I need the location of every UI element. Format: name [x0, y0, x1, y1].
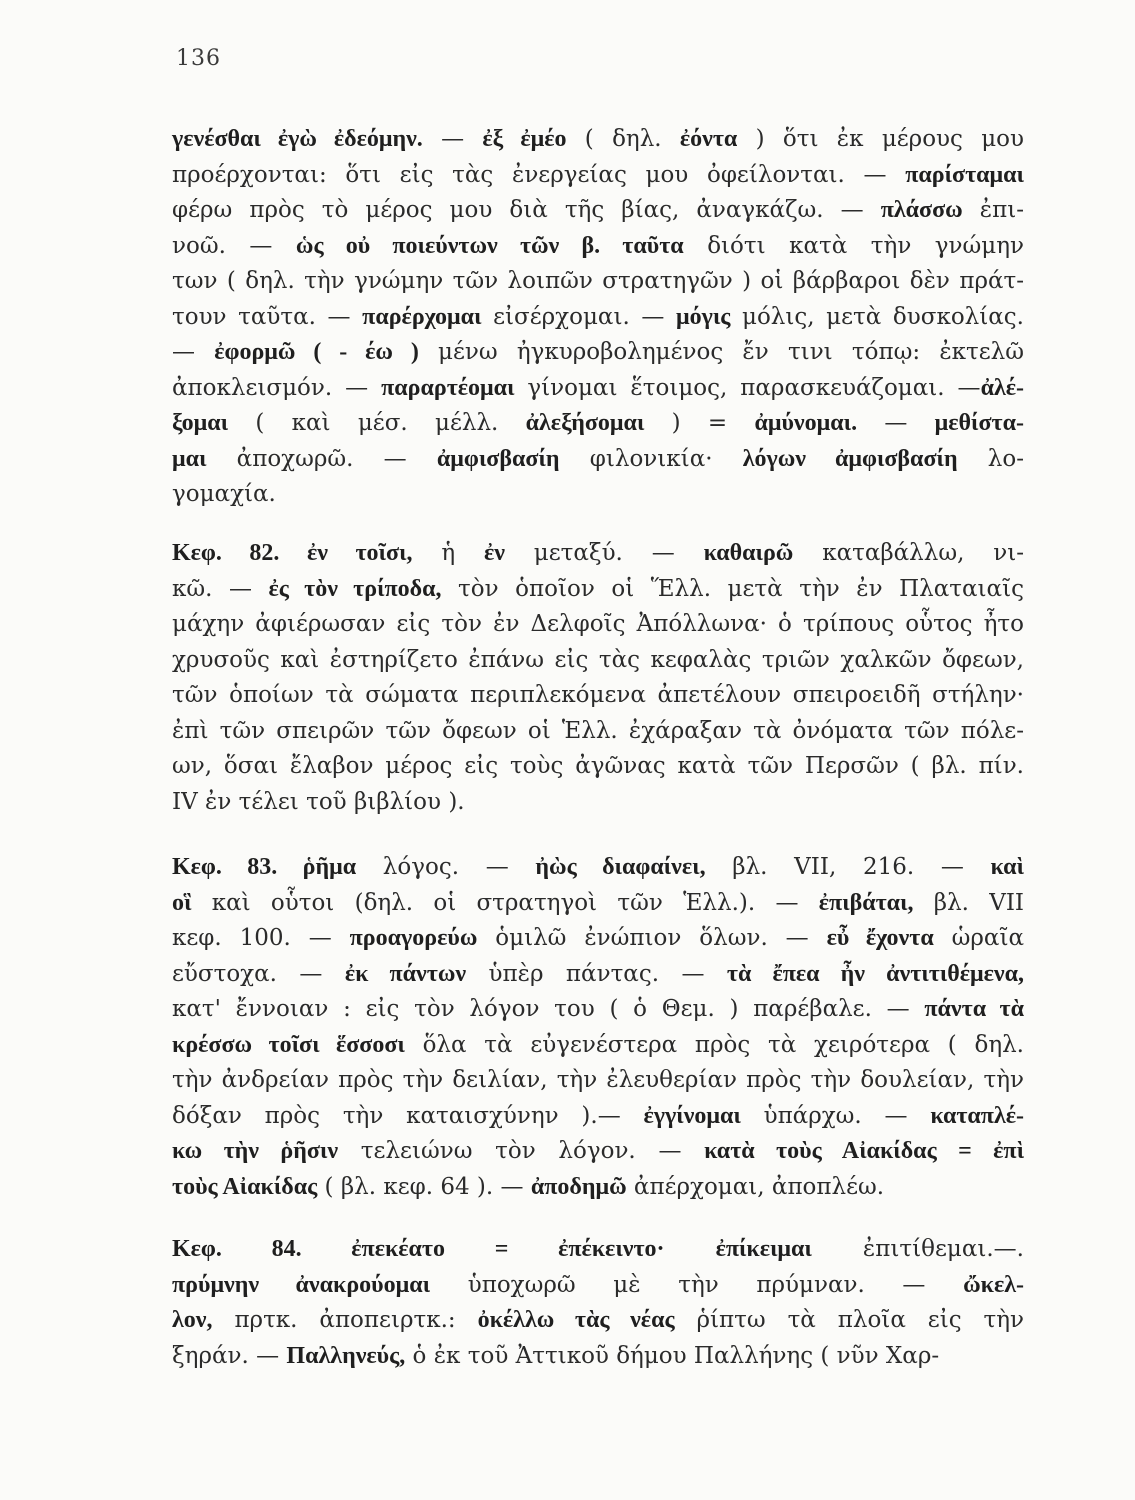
gloss-text: ῥίπτω τὰ πλοῖα εἰς τὴν — [674, 1307, 1025, 1333]
text-line — [172, 1303, 1024, 1339]
gloss-text: φέρω πρὸς τὸ μέρος μου διὰ τῆς βίας, ἀναγκάζω. — — [172, 197, 881, 223]
headword: ἀλέ- — [980, 374, 1024, 401]
gloss-text: ὁμιλῶ ἐνώπιον ὅλων. — — [477, 925, 827, 951]
gloss-text: τὸν ὁποῖον οἱ Ἕλλ. μετὰ τὴν ἐν Πλαταιαῖς — [441, 575, 1024, 602]
gloss-text: πρτκ. ἀποπειρτκ.: — [212, 1307, 478, 1333]
gloss-text: διότι κατὰ τὴν γνώμην — [683, 232, 1024, 259]
headword: ὤκελ- — [963, 1271, 1024, 1298]
gloss-text: ) = — [644, 410, 755, 436]
headword: ἀμύνομαι. — [754, 410, 858, 436]
headword: ἐν — [483, 540, 505, 566]
text-line — [172, 921, 1024, 957]
headword: ὀκέλλω τὰς νέας — [477, 1307, 675, 1333]
headword: μεθίστα- — [934, 410, 1024, 436]
headword: κρέσσω τοῖσι ἕσσοσι — [172, 1031, 405, 1058]
headword: ἐξ ἐμέο — [482, 126, 567, 152]
gloss-text: μεταξύ. — — [504, 540, 704, 566]
gloss-text: — — [857, 410, 935, 436]
paragraph-chapter-84 — [172, 1232, 1024, 1374]
headword: Κεφ. 82. ἐν τοῖσι, — [172, 540, 413, 566]
gloss-text: ὑπὲρ πάντας. — — [466, 960, 727, 987]
text-line — [172, 1099, 1024, 1135]
gloss-text: ὑπάρχω. — — [740, 1102, 931, 1129]
text-line — [172, 442, 1024, 478]
headword: ἐς τὸν τρίποδα, — [268, 575, 442, 602]
text-line — [172, 992, 1024, 1028]
text-line — [172, 850, 1024, 886]
gloss-text: ἀπέρχομαι, ἀποπλέω. — [626, 1173, 885, 1200]
text-line — [172, 957, 1024, 993]
text-line — [172, 785, 1024, 821]
headword: τὰ ἔπεα ἦν ἀντιτιθέμενα, — [726, 960, 1024, 987]
gloss-text: ἐπιτίθεμαι.—. — [811, 1236, 1024, 1262]
paragraph-commentary-81 — [172, 122, 1024, 513]
headword: εὖ ἔχοντα — [826, 925, 934, 951]
text-line — [172, 1268, 1024, 1304]
gloss-text: ) ὅτι ἐκ μέρους μου — [737, 126, 1024, 152]
headword: καταπλέ- — [930, 1102, 1024, 1129]
headword: λόγων ἀμφισβασίη — [742, 445, 958, 472]
headword: παρίσταμαι — [905, 161, 1024, 188]
text-line — [172, 158, 1024, 194]
text-line — [172, 122, 1024, 158]
gloss-text: νοῶ. — — [172, 232, 296, 259]
gloss-text: ( δηλ. — [566, 126, 680, 152]
gloss-text: βλ. VII, 216. — — [705, 854, 991, 880]
gloss-text: ὅλα τὰ εὐγενέστερα πρὸς τὰ χειρότερα ( δηλ. — [404, 1031, 1024, 1058]
text-line — [172, 477, 1024, 513]
gloss-text: κατ' ἔννοιαν : εἰς τὸν λόγον του ( ὁ Θεμ. ) παρέβαλε. — — [172, 996, 925, 1022]
headword: παραρτέομαι — [381, 374, 515, 401]
text-line — [172, 335, 1024, 371]
headword: πάντα τὰ — [924, 996, 1024, 1022]
headword: τοὺς Αἰακίδας — [172, 1173, 318, 1200]
gloss-text: τελειώνω τὸν λόγον. — — [338, 1138, 705, 1164]
gloss-text: κῶ. — — [172, 575, 269, 602]
paragraph-chapter-83 — [172, 850, 1024, 1205]
gloss-text: βλ. VII — [913, 889, 1024, 916]
gloss-text: — — [172, 339, 215, 365]
headword: μόγις — [675, 303, 731, 330]
headword: ἐφορμῶ ( - έω ) — [214, 339, 419, 365]
text-line — [172, 1134, 1024, 1170]
headword: Κεφ. 84. ἐπεκέατο = ἐπέκειντο· — [172, 1236, 665, 1262]
headword: παρέρχομαι — [362, 303, 482, 330]
text-line — [172, 714, 1024, 750]
headword: ἀμφισβασίη — [436, 445, 560, 472]
gloss-text: εἰσέρχομαι. — — [481, 303, 676, 330]
gloss-text: δόξαν πρὸς τὴν καταισχύνην ).— — [172, 1102, 644, 1129]
gloss-text: χρυσοῦς καὶ ἐστηρίζετο ἐπάνω εἰς τὰς κεφαλὰς τριῶν χαλκῶν ὄφεων, — [172, 646, 1024, 673]
text-line — [172, 229, 1024, 265]
gloss-text — [665, 1236, 716, 1262]
headword: ἐπιβάται, — [818, 889, 914, 916]
gloss-text: τουν ταῦτα. — — [172, 303, 363, 330]
text-line — [172, 643, 1024, 679]
gloss-text: κεφ. 100. — — [172, 925, 350, 951]
headword: λον, — [172, 1307, 213, 1333]
gloss-text: γίνομαι ἕτοιμος, παρασκευάζομαι. — — [514, 374, 981, 401]
headword: πλάσσω — [880, 197, 963, 223]
gloss-text: προέρχονται: ὅτι εἰς τὰς ἐνεργείας μου ὀφείλονται. — — [172, 161, 906, 188]
headword: κω τὴν ῥῆσιν — [172, 1138, 339, 1164]
gloss-text: ὁ ἐκ τοῦ Ἀττικοῦ δήμου Παλλήνης ( νῦν Χαρ- — [405, 1342, 940, 1369]
gloss-text: ἡ — [412, 540, 484, 566]
headword: ἐπίκειμαι — [715, 1236, 812, 1262]
gloss-text: καὶ οὗτοι (δηλ. οἱ στρατηγοὶ τῶν Ἑλλ.). — — [191, 889, 819, 916]
headword: ἀποδημῶ — [530, 1173, 627, 1200]
text-line — [172, 678, 1024, 714]
headword: Παλληνεύς, — [286, 1342, 406, 1369]
text-line — [172, 406, 1024, 442]
headword: ὡς οὐ ποιεύντων τῶν β. ταῦτα — [295, 232, 684, 259]
headword: προαγορεύω — [349, 925, 478, 951]
headword: γενέσθαι ἐγὼ ἐδεόμην. — [172, 126, 423, 152]
gloss-text: ( βλ. κεφ. 64 ). — — [317, 1173, 531, 1200]
headword: ἐόντα — [679, 126, 738, 152]
text-line — [172, 300, 1024, 336]
gloss-text: τὴν ἀνδρείαν πρὸς τὴν δειλίαν, τὴν ἐλευθερίαν πρὸς τὴν δουλείαν, τὴν — [172, 1067, 1024, 1093]
headword: ἐγγίνομαι — [643, 1102, 741, 1129]
headword: μαι — [172, 445, 207, 472]
gloss-text: γομαχία. — [172, 481, 276, 507]
gloss-text: τῶν ὁποίων τὰ σώματα περιπλεκόμενα ἀπετέλουν σπειροειδῆ στήλην· — [172, 682, 1024, 708]
text-line — [172, 1170, 1024, 1206]
headword: ἐκ πάντων — [344, 960, 467, 987]
paragraph-chapter-82 — [172, 536, 1024, 820]
gloss-text: εὔστοχα. — — [172, 960, 345, 987]
gloss-text: φιλονικία· — [559, 445, 743, 472]
headword: ξομαι — [172, 410, 229, 436]
gloss-text: καταβάλλω, νι- — [793, 540, 1025, 566]
gloss-text: ἀποχωρῶ. — — [206, 445, 437, 472]
gloss-text: ἐπι- — [962, 197, 1024, 223]
headword: ἀλεξήσομαι — [525, 410, 645, 436]
text-line — [172, 607, 1024, 643]
text-line — [172, 1028, 1024, 1064]
page-number: 136 — [176, 46, 221, 71]
text-line — [172, 572, 1024, 608]
text-line — [172, 264, 1024, 300]
gloss-text: ἐπὶ τῶν σπειρῶν τῶν ὄφεων οἱ Ἑλλ. ἐχάραξαν τὰ ὀνόματα τῶν πόλε- — [172, 717, 1024, 744]
headword: ἠὼς διαφαίνει, — [535, 854, 706, 880]
text-line — [172, 536, 1024, 572]
text-line — [172, 371, 1024, 407]
text-line — [172, 1063, 1024, 1099]
headword: πρύμνην ἀνακρούομαι — [172, 1271, 431, 1298]
headword: καὶ — [990, 854, 1024, 880]
gloss-text: ὑποχωρῶ μὲ τὴν πρύμναν. — — [430, 1271, 964, 1298]
text-line — [172, 1232, 1024, 1268]
headword: Κεφ. 83. ῥῆμα — [172, 854, 357, 880]
text-line — [172, 193, 1024, 229]
gloss-text: λόγος. — — [356, 854, 536, 880]
gloss-text: ξηράν. — — [172, 1342, 287, 1369]
headword: οἳ — [172, 889, 192, 916]
headword: κατὰ τοὺς Αἰακίδας = ἐπὶ — [704, 1138, 1025, 1164]
text-line — [172, 886, 1024, 922]
gloss-text: — — [422, 126, 483, 152]
gloss-text: ἀποκλεισμόν. — — [172, 374, 382, 401]
text-line — [172, 749, 1024, 785]
gloss-text: μάχην ἀφιέρωσαν εἰς τὸν ἐν Δελφοῖς Ἀπόλλωνα· ὁ τρίπους οὗτος ἦτο — [172, 611, 1024, 637]
gloss-text: ὡραῖα — [933, 925, 1025, 951]
gloss-text: IV ἐν τέλει τοῦ βιβλίου ). — [172, 788, 465, 815]
gloss-text: μένω ἠγκυροβολημένος ἔν τινι τόπῳ: ἐκτελῶ — [418, 339, 1025, 365]
text-line — [172, 1339, 1024, 1375]
gloss-text: ων, ὅσαι ἔλαβον μέρος εἰς τοὺς ἀγῶνας κατὰ τῶν Περσῶν ( βλ. πίν. — [172, 753, 1024, 779]
gloss-text: λο- — [957, 445, 1024, 472]
gloss-text: ( καὶ μέσ. μέλλ. — [228, 410, 526, 436]
gloss-text: μόλις, μετὰ δυσκολίας. — [730, 303, 1024, 330]
headword: καθαιρῶ — [703, 540, 794, 566]
gloss-text: των ( δηλ. τὴν γνώμην τῶν λοιπῶν στρατηγῶν ) οἱ βάρβαροι δὲν πράτ- — [172, 268, 1024, 294]
